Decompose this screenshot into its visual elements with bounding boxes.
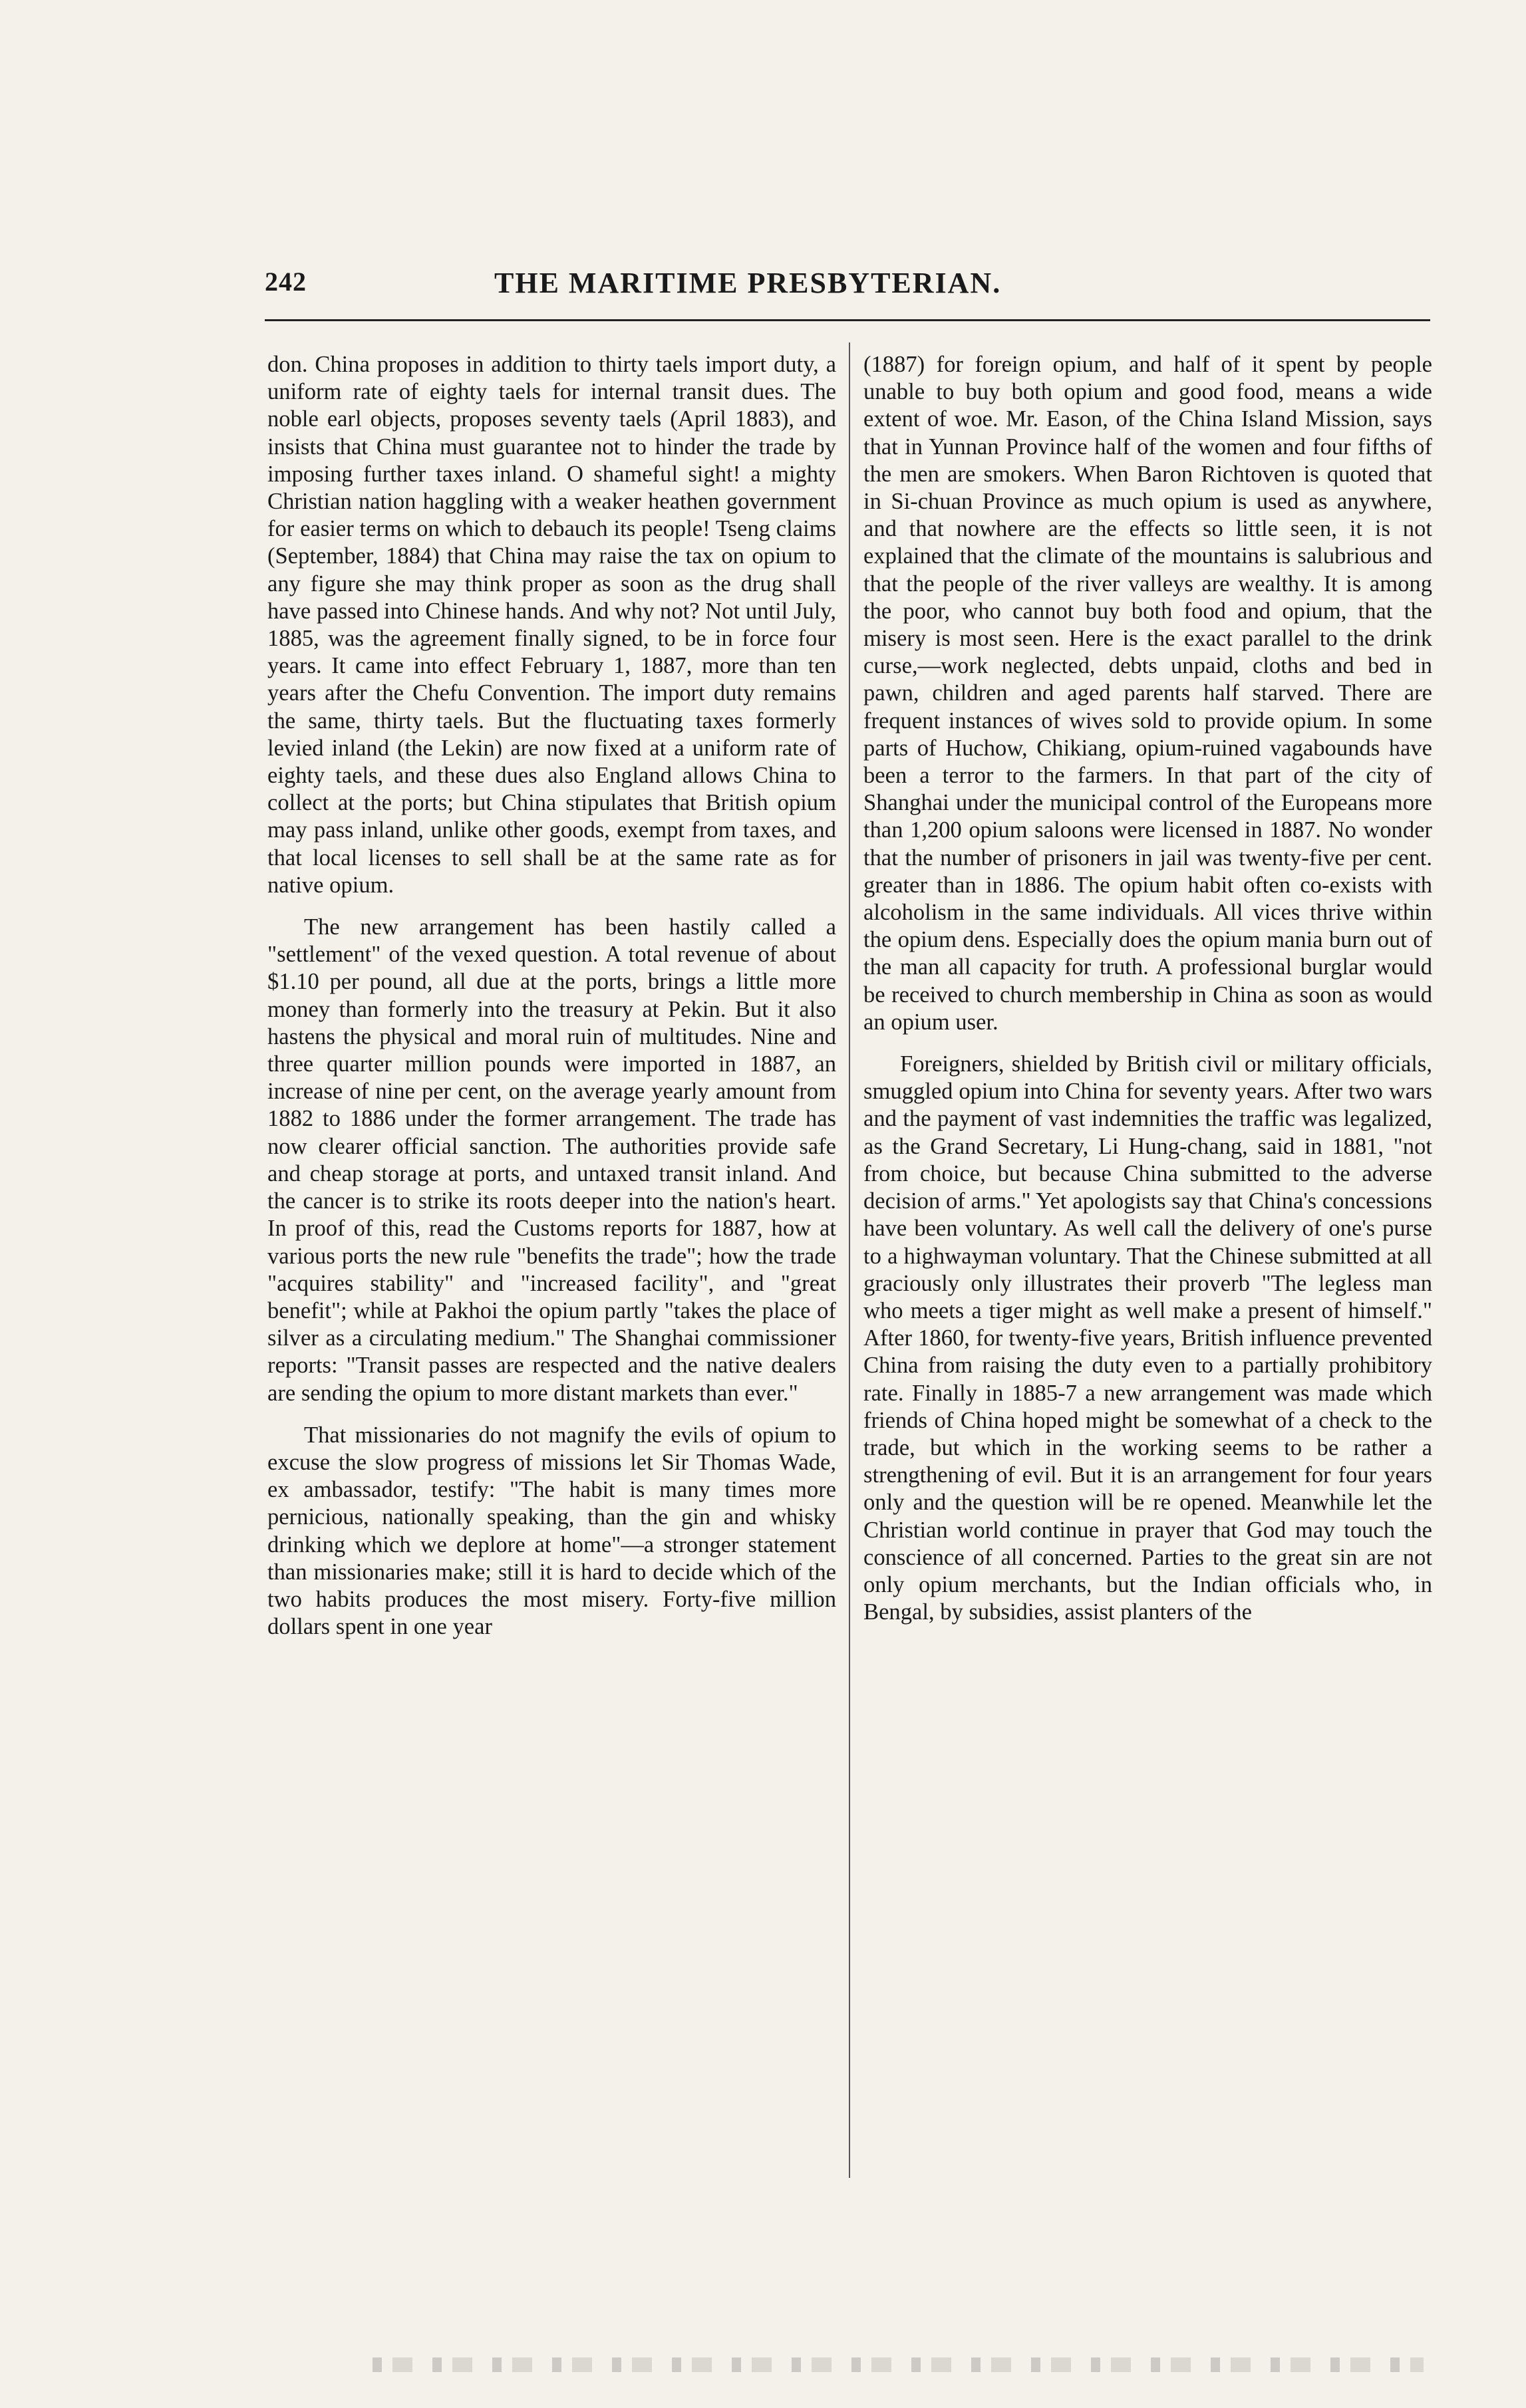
paragraph: (1887) for foreign opium, and half of it spent by people unable to buy both opium and good food, means a wide extent of woe. Mr. Eason, of the China Island Mission, says that in Yunnan Province half of the women and four fifths of the men are smokers. When Baron Richtoven is quoted that in Si-chuan Province as much opium is used as anywhere, and that nowhere are the effects so little seen, it is not explained that the climate of the mountains is salubrious and that the people of the river valleys are wealthy. It is among the poor, who cannot buy both food and opium, that the misery is most seen. Here is the exact parallel to the drink curse,—work neglected, debts unpaid, cloths and bed in pawn, children and aged parents half starved. There are frequent instances of wives sold to provide opium. In some parts of Huchow, Chikiang, opium-ruined vagabounds have been a terror to the farmers. In that part of the city of Shanghai under the municipal control of the Europeans more than 1,200 opium saloons were licensed in 1887. No wonder that the number of prisoners in jail was twenty-five per cent. greater than in 1886. The opium habit often co-exists with alcoholism in the same individuals. All vices thrive within the opium dens. Especially does the opium mania burn out of the man all capacity for truth. A professional burglar would be received to church membership in China as soon as would an opium user. (863, 352, 1432, 1035)
paragraph: Foreigners, shielded by British civil or military officials, smuggled opium into China for seventy years. After two wars and the payment of vast indemnities the traffic was legalized, as the Grand Secretary, Li Hung-chang, said in 1881, "not from choice, but because China submitted to the adverse decision of arms." Yet apologists say that China's concessions have been voluntary. As well call the delivery of one's purse to a highwayman voluntary. That the Chinese submitted at all graciously only illustrates their proverb "The legless man who meets a tiger might as well make a present of himself." After 1860, for twenty-five years, British influence prevented China from raising the duty even to a partially prohibitory rate. Finally in 1885-7 a new arrangement was made which friends of China hoped might be somewhat of a check to the trade, but which in the working seems to be rather a strengthening of evil. But it is an arrangement for four years only and the question will be re opened. Meanwhile let the Christian world continue in prayer that God may touch the conscience of all concerned. Parties to the great sin are not only opium merchants, but the Indian officials who, in Bengal, by subsidies, assist planters of the (863, 1051, 1432, 1625)
page-header (265, 266, 1429, 313)
scan-artifact (373, 2357, 1424, 2372)
running-title: THE MARITIME PRESBYTERIAN. (494, 267, 1002, 299)
left-column (267, 351, 836, 2173)
paragraph: That missionaries do not magnify the evils of opium to excuse the slow progress of missions let Sir Thomas Wade, ex ambassador, testify: "The habit is many times more pernicious, nationally speaking, than the gin and whisky drinking which we deplore at home"—a stronger statement than missionaries make; still it is hard to decide which of the two habits produces the most misery. Forty-five million dollars spent in one year (267, 1422, 836, 1640)
paragraph: The new arrangement has been hastily called a "settlement" of the vexed question. A total revenue of about $1.10 per pound, all due at the ports, brings a little more money than formerly into the treasury at Pekin. But it also hastens the physical and moral ruin of multitudes. Nine and three quarter million pounds were imported in 1887, an increase of nine per cent, on the average yearly amount from 1882 to 1886 under the former arrangement. The trade has now clearer official sanction. The authorities provide safe and cheap storage at ports, and untaxed transit inland. And the cancer is to strike its roots deeper into the nation's heart. In proof of this, read the Customs reports for 1887, how at various ports the new rule "benefits the trade"; how the trade "acquires stability" and "increased facility", and "great benefit"; while at Pakhoi the opium partly "takes the place of silver as a circulating medium." The Shanghai commissioner reports: "Transit passes are respected and the native dealers are sending the opium to more distant markets than ever." (267, 914, 836, 1406)
header-rule (265, 319, 1430, 321)
paragraph: don. China proposes in addition to thirty taels import duty, a uniform rate of eighty taels for internal transit dues. The noble earl objects, proposes seventy taels (April 1883), and insists that China must guarantee not to hinder the trade by imposing further taxes inland. O shameful sight! a mighty Christian nation haggling with a weaker heathen government for easier terms on which to debauch its people! Tseng claims (September, 1884) that China may raise the tax on opium to any figure she may think proper as soon as the drug shall have passed into Chinese hands. And why not? Not until July, 1885, was the agreement finally signed, to be in force four years. It came into effect February 1, 1887, more than ten years after the Chefu Convention. The import duty remains the same, thirty taels. But the fluctuating taxes formerly levied inland (the Lekin) are now fixed at a uniform rate of eighty taels, and these dues also England allows China to collect at the ports; but China stipulates that British opium may pass inland, unlike other goods, exempt from taxes, and that local licenses to sell shall be at the same rate as for native opium. (267, 352, 836, 898)
page-number: 242 (265, 267, 307, 297)
right-column (863, 351, 1432, 2173)
column-divider (849, 342, 850, 2178)
